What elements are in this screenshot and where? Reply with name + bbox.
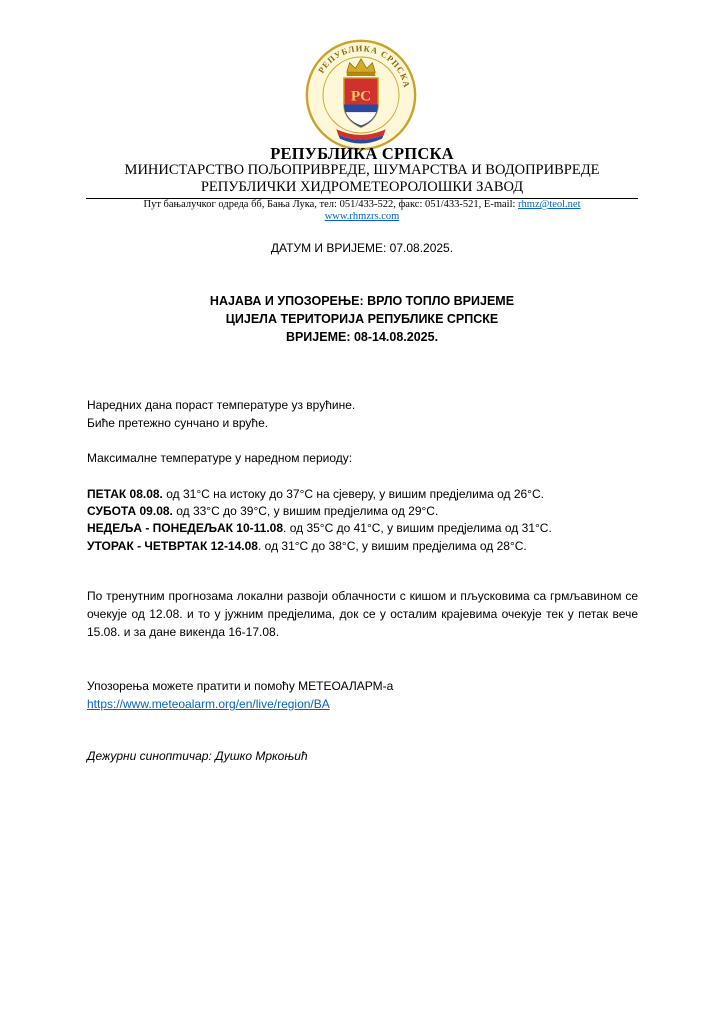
contact-text: Пут бањалучког одреда бб, Бања Лука, тел: 051/433-522, факс: 051/433-521, E-mail: bbox=[143, 199, 519, 210]
day-label: НЕДЕЉА - ПОНЕДЕЉАК 10-11.08 bbox=[87, 521, 284, 535]
day-forecast bbox=[87, 504, 438, 518]
meteoalarm-link-row bbox=[87, 697, 330, 711]
svg-text:PC: PC bbox=[350, 87, 372, 105]
day-label: УТОРАК - ЧЕТВРТАК 12-14.08 bbox=[87, 539, 258, 553]
day-text: . од 31°C до 38°C, у вишим предјелима од 28°C. bbox=[257, 539, 527, 553]
email-link[interactable]: rhmz@teol.net bbox=[518, 199, 581, 210]
day-label: СУБОТА 09.08. bbox=[87, 504, 173, 518]
forecast-paragraph: По тренутним прогнозама локални развоји облачности с кишом и пљусковима са грмљавином се очекује од 12.08. и то у јужним предјелима, док се у осталим крајевима очекује тек у петак вече 15.08. и за дане викенда 16-17.08. bbox=[87, 589, 638, 639]
website-link[interactable]: www.rhmzrs.com bbox=[324, 211, 400, 222]
duty-forecaster-signature: Дежурни синоптичар: Душко Мркоњић bbox=[87, 749, 308, 763]
day-forecast bbox=[87, 539, 527, 553]
day-text: . од 35°C до 41°C, у вишим предјелима од 31°C. bbox=[283, 521, 552, 535]
intro-line: Наредних дана пораст температуре уз врућине. bbox=[87, 398, 356, 412]
day-text: од 31°C на истоку до 37°C на сјеверу, у вишим предјелима од 26°C. bbox=[162, 487, 544, 501]
headline-period: ВРИЈЕМЕ: 08-14.08.2025. bbox=[285, 330, 439, 344]
intro-line: Биће претежно сунчано и вруће. bbox=[87, 416, 269, 430]
header-institute: РЕПУБЛИЧКИ ХИДРОМЕТЕОРОЛОШКИ ЗАВОД bbox=[200, 179, 524, 195]
max-temps-intro: Максималне температуре у наредном периоду: bbox=[87, 451, 353, 465]
headline-territory: ЦИЈЕЛА ТЕРИТОРИЈА РЕПУБЛИКЕ СРПСКЕ bbox=[225, 312, 499, 326]
day-forecast bbox=[87, 521, 552, 535]
coat-of-arms-emblem bbox=[304, 38, 418, 152]
day-forecast bbox=[87, 487, 544, 501]
date-time-line: ДАТУМ И ВРИЈЕМЕ: 07.08.2025. bbox=[270, 241, 454, 255]
header-title: РЕПУБЛИКА СРПСКА bbox=[270, 144, 454, 163]
headline-warning: НАЈАВА И УПОЗОРЕЊЕ: ВРЛО ТОПЛО ВРИЈЕМЕ bbox=[209, 294, 515, 308]
header-website bbox=[0, 211, 724, 222]
day-label: ПЕТАК 08.08. bbox=[87, 487, 163, 501]
meteoalarm-link[interactable]: https://www.meteoalarm.org/en/live/region/BA bbox=[87, 697, 330, 711]
emblem-ring-text: РЕПУБЛИКА СРПСКА bbox=[315, 43, 413, 90]
warnings-text: Упозорења можете пратити и помоћу МЕТЕОАЛАРМ-а bbox=[87, 679, 394, 693]
header-contact bbox=[0, 199, 724, 210]
day-text: од 33°C до 39°C, у вишим предјелима од 29°C. bbox=[172, 504, 439, 518]
header-ministry: МИНИСТАРСТВО ПОЉОПРИВРЕДЕ, ШУМАРСТВА И ВОДОПРИВРЕДЕ bbox=[124, 162, 600, 178]
